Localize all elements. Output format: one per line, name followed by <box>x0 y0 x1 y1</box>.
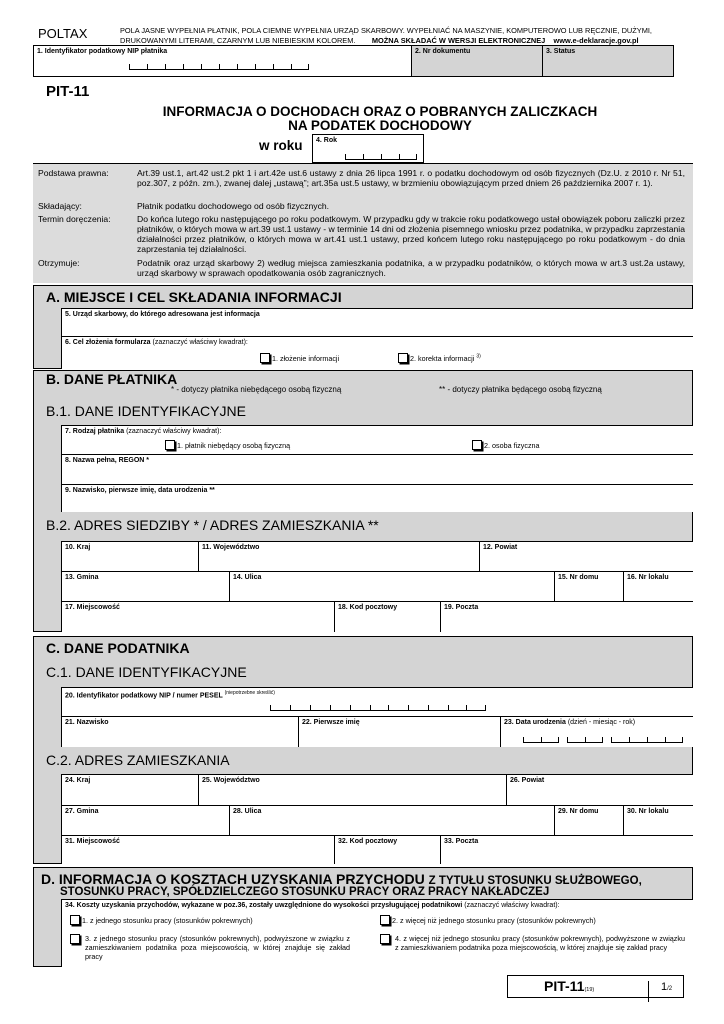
taxpayer-country-field[interactable] <box>61 774 198 805</box>
purpose-label: 6. Cel złożenia formularza (zaznaczyć właściwy kwadrat): <box>65 339 248 346</box>
section-d <box>33 867 693 967</box>
checkbox[interactable] <box>165 440 175 450</box>
instructions-line2: DRUKOWANYMI LITERAMI, CZARNYM LUB NIEBIESKIM KOLOREM. <box>120 36 356 45</box>
section-b-title: B. DANE PŁATNIKA <box>46 371 178 387</box>
form-title-line1: INFORMACJA O DOCHODACH ORAZ O POBRANYCH ZALICZKACH <box>162 104 598 119</box>
voivodeship-label: 11. Województwo <box>202 544 260 551</box>
surname-name-dob-label: 9. Nazwisko, pierwsze imię, data urodzenia ** <box>65 487 215 494</box>
submitter-label: Składający: <box>38 201 82 211</box>
legal-info-block <box>33 163 693 283</box>
legal-basis-text: Art.39 ust.1, art.42 ust.2 pkt 1 i art.42e ust.6 ustawy z dnia 26 lipca 1991 r. o podatku dochodowym od osób fizycznych (Dz.U. z 2010 r. Nr 51, poz.307, z późn. zm.), zwanej dalej „ustawą”; art.35a ust.5 ustawy, w brzmieniu obowiązującym przed dniem 26 października 2007 r. 1). <box>137 168 685 188</box>
costs-option-3-checkbox[interactable] <box>70 934 80 944</box>
taxpayer-county-label: 26. Powiat <box>510 777 545 784</box>
apartment-number-field[interactable] <box>623 571 693 601</box>
post-office-field[interactable] <box>440 601 693 632</box>
taxpayer-postal-code-field[interactable] <box>334 835 440 864</box>
post-office-label: 19. Poczta <box>444 604 479 611</box>
surname-name-dob-field[interactable] <box>61 484 693 512</box>
document-number-field <box>412 46 543 76</box>
postal-code-label: 18. Kod pocztowy <box>338 604 398 611</box>
header-fields <box>33 45 674 77</box>
payer-type-option-1[interactable]: 1. płatnik niebędący osobą fizyczną <box>165 440 290 450</box>
taxpayer-street-field[interactable] <box>229 805 554 835</box>
section-c <box>33 636 693 864</box>
tax-office-label: 5. Urząd skarbowy, do którego adresowana jest informacja <box>65 311 260 318</box>
section-b1-title: B.1. DANE IDENTYFIKACYJNE <box>46 403 246 419</box>
nip-label: 1. Identyfikator podatkowy NIP płatnika <box>37 48 168 55</box>
postal-code-field[interactable] <box>334 601 440 632</box>
checkbox[interactable] <box>260 353 270 363</box>
status-label: 3. Status <box>546 48 576 55</box>
taxpayer-voivodeship-label: 25. Województwo <box>202 777 260 784</box>
nip-pesel-ticks <box>270 706 486 711</box>
taxpayer-street-label: 28. Ulica <box>233 808 262 815</box>
city-field[interactable] <box>61 601 334 632</box>
checkbox[interactable] <box>398 353 408 363</box>
country-field[interactable] <box>61 541 198 571</box>
recipient-label: Otrzymuje: <box>38 258 80 268</box>
taxpayer-nip-pesel-field[interactable] <box>61 687 693 716</box>
deadline-text: Do końca lutego roku następującego po roku podatkowym. W przypadku gdy w trakcie roku podatkowego ustał obowiązek poboru zaliczki przez płatników, o których mowa w art.39 ust.1 ustawy - w terminie 14 dni od złożenia pisemnego wniosku przez podatnika, w przypadku zaprzestania działalności przez płatników, o których mowa w art.41 ust.1 ustawy, przed końcem lutego roku następującego po roku podatkowym - do dnia zaprzestania tej działalności. <box>137 214 685 254</box>
taxpayer-voivodeship-field[interactable] <box>198 774 506 805</box>
country-label: 10. Kraj <box>65 544 91 551</box>
surname-label: 21. Nazwisko <box>65 719 109 726</box>
purpose-option-2[interactable]: 2. korekta informacji $^{3)}$ <box>398 353 481 363</box>
taxpayer-postal-code-label: 32. Kod pocztowy <box>338 838 398 845</box>
section-b <box>33 370 693 632</box>
full-name-regon-field[interactable] <box>61 454 693 484</box>
purpose-option-1[interactable]: 1. złożenie informacji <box>260 353 339 363</box>
tax-office-field[interactable] <box>61 308 693 336</box>
footer-form-code-box <box>507 975 684 998</box>
costs-option-3[interactable]: 3. z jednego stosunku pracy (stosunków pokrewnych), podwyższone w związku z zamieszkiwaniem podatnika poza miejscowością, w której znajduje się zakład pracy <box>85 934 350 961</box>
county-label: 12. Powiat <box>483 544 518 551</box>
taxpayer-post-office-field[interactable] <box>440 835 693 864</box>
natural-person-note: ** - dotyczy płatnika będącego osobą fizyczną <box>439 385 602 394</box>
section-a-title: A. MIEJSCE I CEL SKŁADANIA INFORMACJI <box>46 289 342 305</box>
street-field[interactable] <box>229 571 554 601</box>
year-prefix: w roku <box>259 138 303 153</box>
birth-date-field[interactable] <box>500 716 693 747</box>
section-c-title: C. DANE PODATNIKA <box>46 640 190 656</box>
year-of-birth-ticks <box>611 738 683 743</box>
apartment-number-label: 16. Nr lokalu <box>627 574 669 581</box>
section-c1-title: C.1. DANE IDENTYFIKACYJNE <box>46 664 247 680</box>
taxpayer-city-field[interactable] <box>61 835 334 864</box>
edeklaracje-link[interactable]: www.e-deklaracje.gov.pl <box>553 36 639 45</box>
brand-label: POLTAX <box>38 26 88 41</box>
costs-option-2[interactable]: 2. z więcej niż jednego stosunku pracy (stosunków pokrewnych) <box>380 915 596 925</box>
taxpayer-county-field[interactable] <box>506 774 693 805</box>
first-name-field[interactable] <box>298 716 500 747</box>
house-number-label: 15. Nr domu <box>558 574 599 581</box>
purpose-field <box>61 336 693 369</box>
voivodeship-field[interactable] <box>198 541 479 571</box>
recipient-text: Podatnik oraz urząd skarbowy 2) według miejsca zamieszkania podatnika, a w przypadku podatników, o których mowa w art.3 ust.2a ustawy, urząd skarbowy w sprawach opodatkowania osób zagranicznych. <box>137 258 685 278</box>
nip-field[interactable] <box>34 46 412 76</box>
submitter-text: Płatnik podatku dochodowego od osób fizycznych. <box>137 201 330 211</box>
costs-option-4-checkbox[interactable] <box>380 934 390 944</box>
taxpayer-nip-pesel-label: 20. Identyfikator podatkowy NIP / numer PESEL $^{(niepotrzebne skreślić)}$ <box>65 690 275 700</box>
house-number-field[interactable] <box>554 571 623 601</box>
month-ticks <box>567 738 603 743</box>
instructions-line1: POLA JASNE WYPEŁNIA PŁATNIK, POLA CIEMNE WYPEŁNIA URZĄD SKARBOWY. WYPEŁNIAĆ NA MASZYNIE, KOMPUTEROWO LUB RĘCZNIE, DUŻYMI, <box>120 26 652 35</box>
first-name-label: 22. Pierwsze imię <box>302 719 360 726</box>
status-field <box>543 46 673 76</box>
legal-person-note: * - dotyczy płatnika niebędącego osobą fizyczną <box>171 385 342 394</box>
legal-basis-label: Podstawa prawna: <box>38 168 109 178</box>
taxpayer-municipality-field[interactable] <box>61 805 229 835</box>
day-ticks <box>523 738 559 743</box>
taxpayer-municipality-label: 27. Gmina <box>65 808 99 815</box>
taxpayer-country-label: 24. Kraj <box>65 777 91 784</box>
form-title-line2: NA PODATEK DOCHODOWY <box>288 118 472 133</box>
checkbox[interactable] <box>380 915 390 925</box>
filling-instructions <box>120 26 690 46</box>
costs-option-4[interactable]: 4. z więcej niż jednego stosunku pracy (stosunków pokrewnych), podwyższone w związku z zamieszkiwaniem podatnika poza miejscowością, w której znajduje się zakład pracy <box>395 934 685 952</box>
county-field[interactable] <box>479 541 693 571</box>
section-a <box>33 285 693 369</box>
surname-field[interactable] <box>61 716 298 747</box>
city-label: 17. Miejscowość <box>65 604 120 611</box>
nip-ticks <box>129 65 309 70</box>
deadline-label: Termin doręczenia: <box>38 214 111 224</box>
year-field[interactable] <box>312 134 424 163</box>
costs-label: 34. Koszty uzyskania przychodów, wykazane w poz.36, zostały uwzględnione do wysokości przysługującej podatnikowi (zaznaczyć właściwy kwadrat): <box>65 902 560 909</box>
full-name-regon-label: 8. Nazwa pełna, REGON * <box>65 457 150 464</box>
section-b2-title: B.2. ADRES SIEDZIBY * / ADRES ZAMIESZKANIA ** <box>46 517 379 533</box>
document-number-label: 2. Nr dokumentu <box>415 48 471 55</box>
taxpayer-post-office-label: 33. Poczta <box>444 838 479 845</box>
municipality-label: 13. Gmina <box>65 574 99 581</box>
costs-field <box>61 899 693 967</box>
checkbox[interactable] <box>472 440 482 450</box>
year-label: 4. Rok <box>316 137 338 144</box>
payer-type-option-2[interactable]: 2. osoba fizyczna <box>472 440 540 450</box>
taxpayer-apartment-number-field[interactable] <box>623 805 693 835</box>
payer-type-label: 7. Rodzaj płatnika (zaznaczyć właściwy kwadrat): <box>65 428 222 435</box>
section-d-title-line2: STOSUNKU PRACY, SPÓŁDZIELCZEGO STOSUNKU PRACY ORAZ PRACY NAKŁADCZEJ <box>60 886 550 898</box>
taxpayer-house-number-field[interactable] <box>554 805 623 835</box>
street-label: 14. Ulica <box>233 574 262 581</box>
section-d-title: D. INFORMACJA O KOSZTACH UZYSKANIA PRZYCHODU Z TYTUŁU STOSUNKU SŁUŻBOWEGO, <box>41 871 642 887</box>
costs-option-1[interactable]: 1. z jednego stosunku pracy (stosunków pokrewnych) <box>70 915 253 925</box>
birth-date-label: 23. Data urodzenia (dzień - miesiąc - rok) <box>504 719 636 726</box>
section-c2-title: C.2. ADRES ZAMIESZKANIA <box>46 752 230 768</box>
municipality-field[interactable] <box>61 571 229 601</box>
footer-form-code: PIT-11(19) <box>544 978 595 994</box>
payer-type-field <box>61 425 693 454</box>
year-ticks <box>345 155 417 160</box>
taxpayer-house-number-label: 29. Nr domu <box>558 808 599 815</box>
taxpayer-city-label: 31. Miejscowość <box>65 838 120 845</box>
form-code: PIT-11 <box>46 83 90 100</box>
taxpayer-apartment-number-label: 30. Nr lokalu <box>627 808 669 815</box>
electronic-note: MOŻNA SKŁADAĆ W WERSJI ELEKTRONICZNEJ <box>371 36 546 45</box>
page-number: 1/2 <box>648 981 672 1002</box>
checkbox[interactable] <box>70 915 80 925</box>
